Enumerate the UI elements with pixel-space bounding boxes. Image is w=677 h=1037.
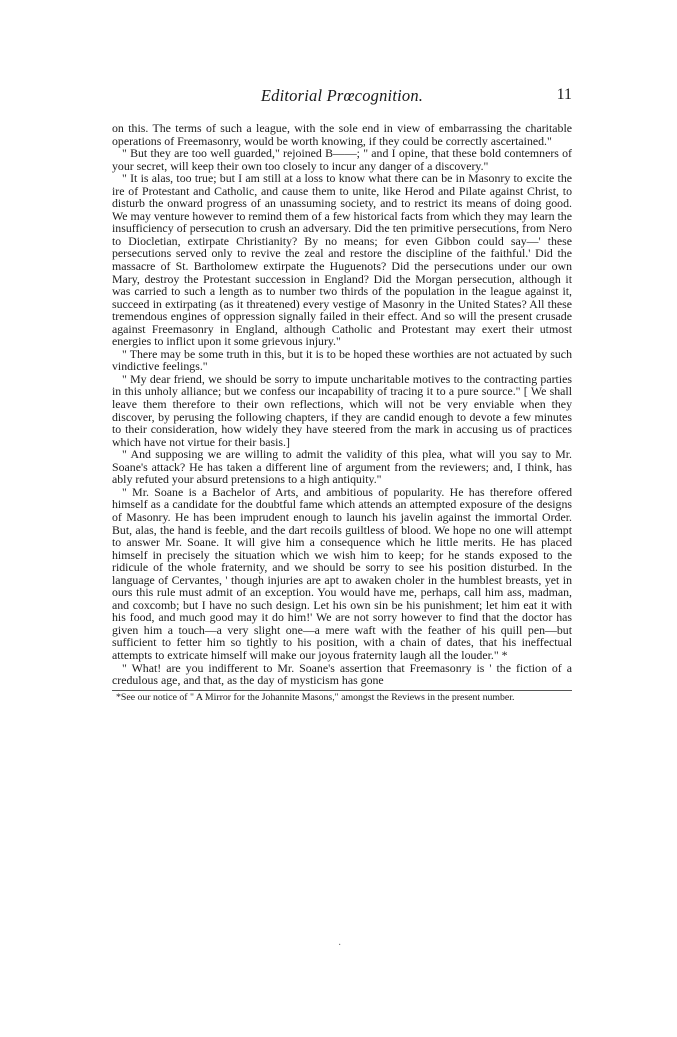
footnote-divider	[112, 690, 572, 691]
page-header	[112, 86, 572, 106]
paragraph: " There may be some truth in this, but it is to be hoped these worthies are not actuated by such vindictive feelings."	[112, 346, 572, 374]
paragraph: " What! are you indifferent to Mr. Soane's assertion that Freemasonry is ' the fiction of a credulous age, and that, as the day of mysticism has gone	[112, 660, 572, 688]
footnote: *See our notice of " A Mirror for the Johannite Masons," amongst the Reviews in the present number.	[116, 691, 515, 703]
book-page	[112, 86, 572, 703]
paragraph: " Mr. Soane is a Bachelor of Arts, and ambitious of popularity. He has therefore offered himself as a candidate for the doubtful fame which attends an attempted exposure of the designs of Masonry. He has been imprudent enough to launch his javelin against the immortal Order. But, alas, the hand is feeble, and the dart recoils guiltless of blood. We hope no one will attempt to answer Mr. Soane. It will give him a consequence which he little merits. He has placed himself in precisely the situation which we wish him to keep; for he stands exposed to the ridicule of the whole fraternity, and we should be sorry to see his position disturbed. In the language of Cervantes, ' though injuries are apt to awaken choler in the humblest breasts, yet in ours this rule must admit of an exception. You would have me, perhaps, call him ass, madman, and coxcomb; but I have no such design. Let his own sin be his punishment; let him eat it with his food, and much good may it do him!' We are not sorry however to find that the doctor has given him a touch—a very slight one—a mere waft with the feather of his quill pen—but sufficient to fetter him so tightly to his position, with a chain of dates, that his ineffectual attempts to extricate himself will make our joyous fraternity laugh all the louder." *	[112, 484, 572, 662]
paragraph: " My dear friend, we should be sorry to impute uncharitable motives to the contracting parties in this unholy alliance; but we confess our incapability of tracing it to a pure source." [ We shall leave them therefore to their own reflections, which will not be very enviable when they discover, by perusing the following chapters, if they are candid enough to devote a few minutes to their consideration, how widely they have steered from the mark in accusing us of practices which have not virtue for their basis.]	[112, 371, 572, 449]
page-number: 11	[556, 86, 572, 103]
paragraph: on this. The terms of such a league, with the sole end in view of embarrassing the charitable operations of Freemasonry, would be worth knowing, if they could be correctly ascertained."	[112, 121, 572, 148]
paragraph: " It is alas, too true; but I am still at a loss to know what there can be in Masonry to excite the ire of Protestant and Catholic, and cause them to unite, like Herod and Pilate against Christ, to disturb the onward progress of an unassuming society, and to restrict its means of doing good. We may venture however to remind them of a few historical facts from which they may learn the insufficiency of persecution to crush an adversary. Did the ten primitive persecutions, from Nero to Diocletian, extirpate Christianity? By no means; for even Gibbon could say—' these persecutions served only to revive the zeal and restore the discipline of the faithful.' Did the massacre of St. Bartholomew extirpate the Huguenots? Did the persecutions under our own Mary, destroy the Protestant succession in England? Did the Morgan persecution, although it was carried to such a length as to number two thirds of the population in the league against it, succeed in extirpating (as it threatened) every vestige of Masonry in the United States? All these tremendous engines of oppression signally failed in their effect. And so will the present crusade against Freemasonry in England, although Catholic and Protestant may exert their utmost energies to inflict upon it some grievous injury."	[112, 171, 572, 349]
running-title: Editorial Prœcognition.	[260, 86, 424, 105]
bottom-mark: ·	[338, 940, 342, 951]
paragraph: " But they are too well guarded," rejoined B——; " and I opine, that these bold contemners of your secret, will keep their own too closely to incur any danger of a discovery."	[112, 146, 572, 173]
paragraph: " And supposing we are willing to admit the validity of this plea, what will you say to Mr. Soane's attack? He has taken a different line of argument from the reviewers; and, I think, has ably refuted your absurd pretensions to a high antiquity."	[112, 447, 572, 487]
body-text	[112, 122, 572, 687]
